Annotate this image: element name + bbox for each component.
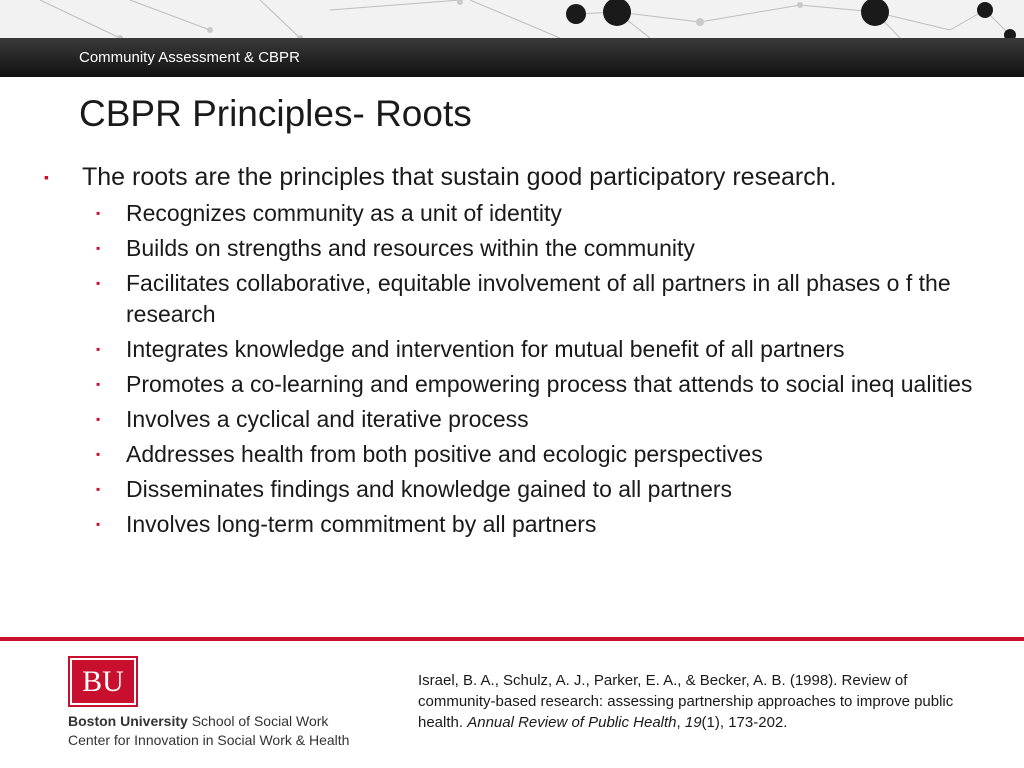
lead-bullet xyxy=(0,160,982,194)
principle-item xyxy=(0,268,992,330)
course-title: Community Assessment & CBPR xyxy=(79,49,300,66)
principle-item xyxy=(0,198,992,229)
principle-text: Promotes a co-learning and empowering process that attends to social ineq ualities xyxy=(126,371,973,397)
header-bar xyxy=(0,38,1024,77)
bullet-square-icon: ▪ xyxy=(96,241,101,255)
bullet-square-icon: ▪ xyxy=(96,206,101,220)
principle-item xyxy=(0,233,992,264)
slide-content xyxy=(0,160,1024,540)
principle-item xyxy=(0,369,992,400)
principle-text: Facilitates collaborative, equitable involvement of all partners in all phases o f the research xyxy=(126,270,951,327)
slide-title: CBPR Principles- Roots xyxy=(79,93,472,134)
bullet-square-icon: ▪ xyxy=(96,482,101,496)
citation-volume: 19 xyxy=(684,714,702,731)
principle-text: Addresses health from both positive and ecologic perspectives xyxy=(126,441,763,467)
principle-text: Involves long-term commitment by all partners xyxy=(126,511,597,537)
bu-logo: BU xyxy=(68,656,138,707)
citation-issue: (1), 173-202. xyxy=(701,714,788,731)
principle-text: Disseminates findings and knowledge gained to all partners xyxy=(126,476,733,502)
lead-text: The roots are the principles that sustain good participatory research. xyxy=(82,163,837,191)
principle-item xyxy=(0,439,992,470)
principle-item xyxy=(0,509,992,540)
bullet-square-icon: ▪ xyxy=(96,377,101,391)
principle-text: Builds on strengths and resources within the community xyxy=(126,235,695,261)
bullet-square-icon: ▪ xyxy=(96,517,101,531)
university-name: Boston University xyxy=(68,713,188,729)
principle-item xyxy=(0,474,992,505)
principle-text: Recognizes community as a unit of identity xyxy=(126,200,562,226)
bullet-square-icon: ▪ xyxy=(96,276,101,290)
center-name: Center for Innovation in Social Work & Health xyxy=(68,732,350,748)
principle-item xyxy=(0,404,992,435)
principles-list xyxy=(0,198,1024,540)
bullet-square-icon: ▪ xyxy=(44,169,49,185)
citation-text: Israel, B. A., Schulz, A. J., Parker, E. A., & Becker, A. B. (1998). Review of community-based research: assessing partnership approaches to improve public health. xyxy=(418,672,954,731)
university-line xyxy=(68,713,328,729)
school-name: School of Social Work xyxy=(191,713,329,729)
divider xyxy=(0,637,1024,641)
citation-journal: Annual Review of Public Health xyxy=(467,714,677,731)
bullet-square-icon: ▪ xyxy=(96,342,101,356)
citation-sep: , xyxy=(676,714,685,731)
citation xyxy=(418,670,978,733)
bullet-square-icon: ▪ xyxy=(96,447,101,461)
network-graphic xyxy=(0,0,1024,40)
principle-text: Involves a cyclical and iterative process xyxy=(126,406,529,432)
principle-text: Integrates knowledge and intervention for mutual benefit of all partners xyxy=(126,336,845,362)
principle-item xyxy=(0,334,992,365)
bullet-square-icon: ▪ xyxy=(96,412,101,426)
